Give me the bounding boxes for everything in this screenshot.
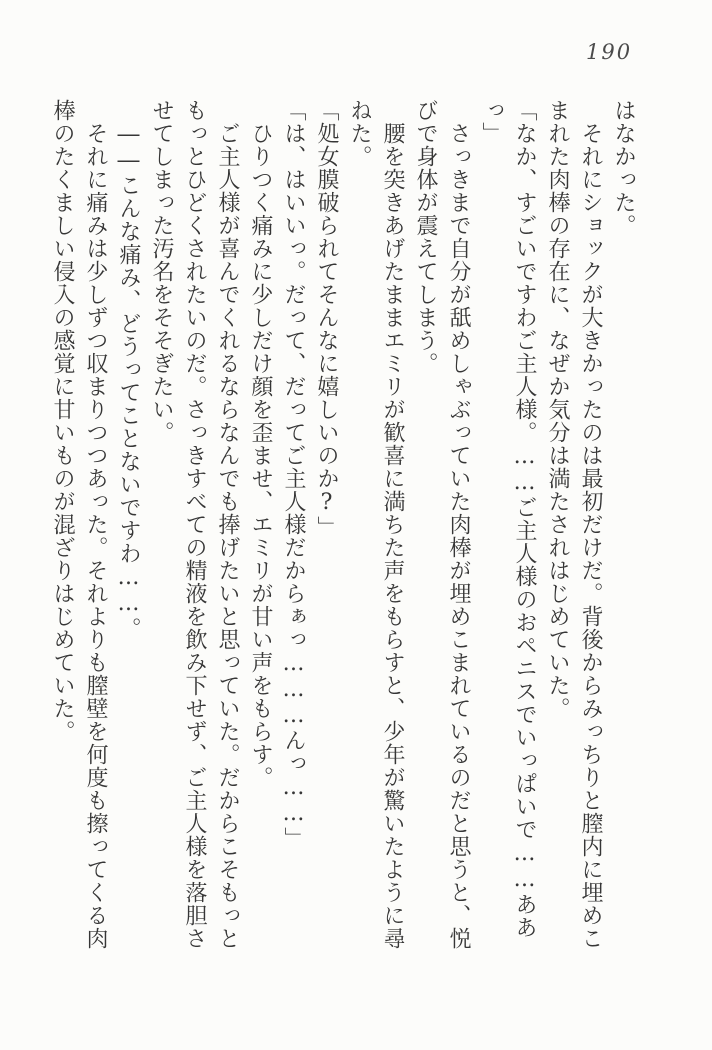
paragraph: ご主人様が喜んでくれるならなんでも捧げたいと思っていた。だからこそもっともっとひどくされたいのだ。さっきすべての精液を飲み下せず、ご主人様を落胆させてしまった汚名をそそぎたい。 <box>149 99 240 950</box>
paragraph: 「なか、すごいですわご主人様。……ご主人様のおペニスでいっぱいで……ああっ」 <box>479 99 537 939</box>
paragraph: それにショックが大きかったのは最初だけだ。背後からみっちりと膣内に埋めこまれた肉棒の存在に、なぜか気分は満たされはじめていた。 <box>545 99 603 950</box>
paragraph: ひりつく痛みに少しだけ顔を歪ませ、エミリが甘い声をもらす。 <box>248 122 273 789</box>
text-block <box>50 99 640 967</box>
page-number: 190 <box>586 40 633 64</box>
paragraph: それに痛みは少しずつ収まりつつあった。それよりも膣壁を何度も擦ってくる肉棒のたくましい侵入の感覚に甘いものが混ざりはじめていた。 <box>50 99 108 950</box>
paragraph: 「は、はいいっ。だって、だってご主人様だからぁっ………んっ……」 <box>281 99 306 850</box>
paragraph: 腰を突きあげたままエミリが歓喜に満ちた声をもらすと、少年が驚いたように尋ねた。 <box>347 99 405 950</box>
paragraph: 「処女膜破られてそんなに嬉しいのか?」 <box>314 99 339 539</box>
paragraph: さっきまで自分が舐めしゃぶっていた肉棒が埋めこまれているのだと思うと、悦びで身体が震えてしまう。 <box>413 99 471 950</box>
paragraph: ――こんな痛み、どうってことないですわ……。 <box>116 122 141 640</box>
paragraph: はなかった。 <box>611 99 636 237</box>
